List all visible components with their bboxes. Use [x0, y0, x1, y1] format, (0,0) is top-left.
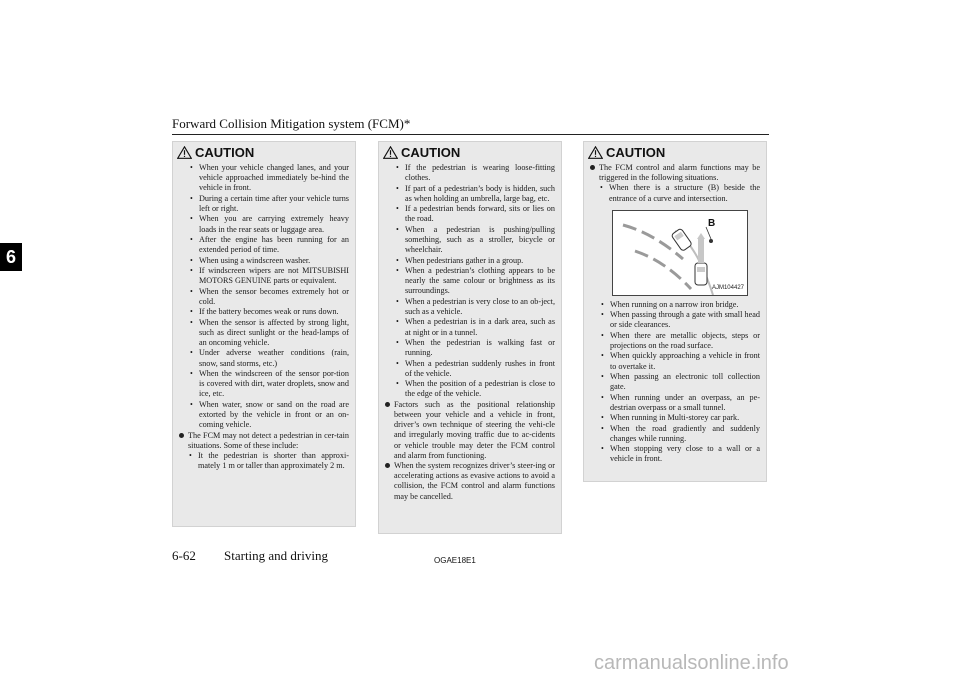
list-item: • When the pedestrian is walking fast or running. — [395, 338, 555, 358]
list-item: • When a pedestrian is pushing/pulling something, such as a stroller, bicycle or wheelchair. — [395, 225, 555, 256]
list-item: • If the battery becomes weak or runs down. — [189, 307, 349, 317]
list-item: • When running under an overpass, an pe-destrian overpass or a small tunnel. — [600, 393, 760, 413]
caution-box-3 — [583, 141, 767, 482]
list-item: • When water, snow or sand on the road are extorted by the vehicle in front or an on-coming vehicle. — [189, 400, 349, 431]
caution-heading — [177, 144, 355, 160]
list-item: • When running on a narrow iron bridge. — [600, 300, 760, 310]
caution-heading — [588, 144, 766, 160]
list-item: • When a pedestrian is very close to an ob-ject, such as a vehicle. — [395, 297, 555, 317]
list-item: • During a certain time after your vehicle turns left or right. — [189, 194, 349, 214]
list-item: • When there are metallic objects, steps or projections on the road surface. — [600, 331, 760, 351]
list-item: • If the pedestrian is wearing loose-fitting clothes. — [395, 163, 555, 183]
point-text: The FCM control and alarm functions may be triggered in the following situations. — [599, 163, 760, 183]
list-item: • When running in Multi-storey car park. — [600, 413, 760, 423]
list-item-point — [385, 461, 555, 502]
list-item: • When stopping very close to a wall or a vehicle in front. — [600, 444, 760, 464]
list-item: • It the pedestrian is shorter than approxi-mately 1 m or taller than approximately 2 m. — [188, 451, 349, 471]
bullet-dot-icon — [385, 402, 390, 407]
list-item: • When you are carrying extremely heavy loads in the rear seats or luggage area. — [189, 214, 349, 234]
page-number: 6-62 — [172, 548, 196, 563]
list-item: • When pedestrians gather in a group. — [395, 256, 555, 266]
list-item: • Under adverse weather conditions (rain, snow, sand storms, etc.) — [189, 348, 349, 368]
list-item: • When the position of a pedestrian is close to the edge of the vehicle. — [395, 379, 555, 399]
list-item: • If windscreen wipers are not MITSUBISHI MOTORS GENUINE parts or equivalent. — [189, 266, 349, 286]
list-item: • When using a windscreen washer. — [189, 256, 349, 266]
header-rule — [172, 134, 769, 135]
list-item: • When the sensor becomes extremely hot or cold. — [189, 287, 349, 307]
curve-structure-illustration — [612, 210, 748, 296]
list-item: • When a pedestrian’s clothing appears to be nearly the same colour or brightness as its surroundings. — [395, 266, 555, 297]
bullet-dot-icon — [385, 463, 390, 468]
chapter-name: Starting and driving — [224, 548, 328, 563]
caution-heading — [383, 144, 561, 160]
list-item: • When passing an electronic toll collection gate. — [600, 372, 760, 392]
point-text: Factors such as the positional relationship between your vehicle and a vehicle in front, driver’s own technique of steering the vehi-cle and irregularly moving traffic due to ac-cidents or vehicle trouble may deter the FCM control and alarm from functioning. — [394, 399, 555, 460]
warning-icon — [588, 146, 603, 159]
list-item: • When a pedestrian is in a dark area, such as at night or in a tunnel. — [395, 317, 555, 337]
list-item: • When passing through a gate with small head or side clearances. — [600, 310, 760, 330]
point-text: The FCM may not detect a pedestrian in cer-tain situations. Some of these include: — [188, 430, 349, 450]
bullet-dot-icon — [179, 433, 184, 438]
warning-icon — [177, 146, 192, 159]
list-item: • When a pedestrian suddenly rushes in front of the vehicle. — [395, 359, 555, 379]
list-item: • When quickly approaching a vehicle in front to overtake it. — [600, 351, 760, 371]
list-item-point — [385, 400, 555, 461]
list-item: • When the windscreen of the sensor por-tion is covered with dirt, water droplets, snow and ice, etc. — [189, 369, 349, 400]
list-item: • When your vehicle changed lanes, and your vehicle approached immediately be-hind the vehicle in front. — [189, 163, 349, 194]
caution-label: CAUTION — [606, 144, 666, 160]
document-code: OGAE18E1 — [434, 556, 476, 565]
chapter-tab[interactable]: 6 — [0, 243, 22, 271]
caution-box-2 — [378, 141, 562, 534]
list-item: • When there is a structure (B) beside the entrance of a curve and intersection. — [599, 183, 760, 203]
list-item: • When the road gradiently and suddenly changes while running. — [600, 424, 760, 444]
list-item: • When the sensor is affected by strong light, such as direct sunlight or the head-lamps of an oncoming vehicle. — [189, 318, 349, 349]
watermark: carmanualsonline.info — [594, 652, 789, 674]
bullet-dot-icon — [590, 165, 595, 170]
page-header-title: Forward Collision Mitigation system (FCM)* — [172, 116, 411, 131]
figure-code: AJM104427 — [711, 284, 744, 291]
list-item: • If a pedestrian bends forward, sits or lies on the road. — [395, 204, 555, 224]
list-item: • After the engine has been running for an extended period of time. — [189, 235, 349, 255]
caution-box-1 — [172, 141, 356, 527]
caution-label: CAUTION — [401, 144, 461, 160]
list-item-point — [590, 163, 760, 204]
list-item: • If part of a pedestrian’s body is hidden, such as when holding an umbrella, large bag, etc. — [395, 184, 555, 204]
point-text: When the system recognizes driver’s steer-ing or accelerating actions as evasive actions to avoid a collision, the FCM control and alarm functions may be cancelled. — [394, 460, 555, 501]
figure-label-b: B — [708, 217, 716, 229]
list-item-point — [179, 431, 349, 472]
caution-label: CAUTION — [195, 144, 255, 160]
warning-icon — [383, 146, 398, 159]
